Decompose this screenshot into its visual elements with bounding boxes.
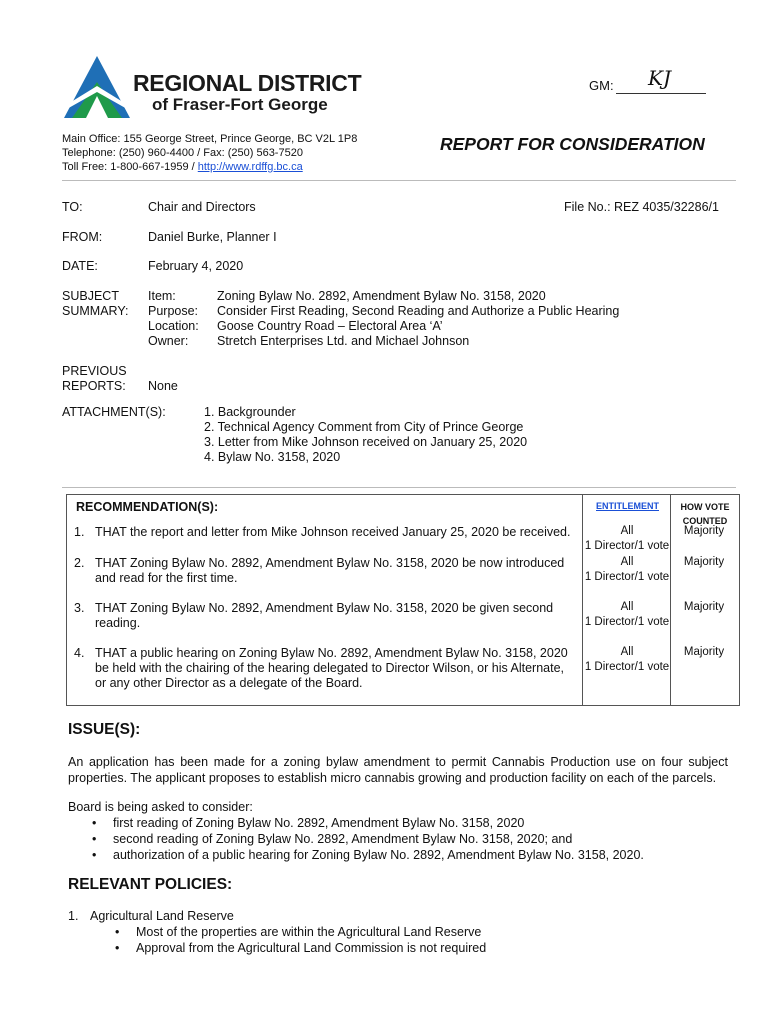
recommendation-text: THAT Zoning Bylaw No. 2892, Amendment Bylaw No. 3158, 2020 be given second reading. bbox=[95, 601, 554, 630]
column-divider bbox=[670, 494, 671, 705]
recommendations-heading: RECOMMENDATION(S): bbox=[76, 500, 219, 514]
column-divider bbox=[582, 494, 583, 705]
report-title: REPORT FOR CONSIDERATION bbox=[440, 134, 705, 154]
recommendation-item bbox=[74, 646, 574, 691]
recommendation-item bbox=[74, 525, 574, 540]
subject-key: Location: bbox=[148, 319, 199, 333]
issues-heading: ISSUE(S): bbox=[68, 721, 141, 738]
issues-paragraph: An application has been made for a zoning bylaw amendment to permit Cannabis Production use on four subject properties. The applicant proposes to establish micro cannabis growing and production facility on each of the parcels. bbox=[68, 755, 728, 785]
policy-bullet: • Approval from the Agricultural Land Commission is not required bbox=[115, 941, 487, 955]
section-divider bbox=[62, 487, 736, 488]
recommendation-item bbox=[74, 556, 574, 586]
previous-value: None bbox=[148, 379, 178, 393]
entitlement-cell: All 1 Director/1 vote bbox=[584, 646, 670, 673]
policy-item-label: Agricultural Land Reserve bbox=[90, 909, 234, 923]
gm-signature-line bbox=[616, 93, 706, 94]
bullet-icon: • bbox=[92, 816, 97, 830]
recommendation-text: THAT a public hearing on Zoning Bylaw No. 2892, Amendment Bylaw No. 3158, 2020 be held with the chairing of the hearing delegated to Director Wilson, or his Alternate, or any other Director as a delegate of the Board. bbox=[95, 646, 568, 690]
bullet-icon: • bbox=[115, 925, 120, 939]
website-link[interactable]: http://www.rdffg.bc.ca bbox=[197, 161, 303, 173]
recommendation-number: 1. bbox=[74, 525, 85, 539]
recommendation-number: 4. bbox=[74, 646, 85, 660]
subject-label-line1: SUBJECT bbox=[62, 289, 119, 303]
entitlement-heading: ENTITLEMENT bbox=[596, 501, 659, 511]
recommendation-text: THAT Zoning Bylaw No. 2892, Amendment Bylaw No. 3158, 2020 be now introduced and read for the first time. bbox=[95, 556, 565, 585]
from-label: FROM: bbox=[62, 230, 103, 244]
issue-bullet: • authorization of a public hearing for Zoning Bylaw No. 2892, Amendment Bylaw No. 3158, 2020. bbox=[92, 848, 644, 862]
header-divider bbox=[62, 180, 736, 181]
subject-value: Consider First Reading, Second Reading and Authorize a Public Hearing bbox=[217, 304, 620, 318]
to-label: TO: bbox=[62, 200, 83, 214]
to-value: Chair and Directors bbox=[148, 200, 256, 214]
recommendation-number: 2. bbox=[74, 556, 85, 570]
entitlement-cell: All 1 Director/1 vote bbox=[584, 525, 670, 552]
recommendation-item bbox=[74, 601, 574, 631]
issue-bullet: • second reading of Zoning Bylaw No. 2892, Amendment Bylaw No. 3158, 2020; and bbox=[92, 832, 573, 846]
attachment-item: 4. Bylaw No. 3158, 2020 bbox=[204, 450, 341, 464]
vote-cell: Majority bbox=[683, 525, 725, 537]
recommendation-number: 3. bbox=[74, 601, 85, 615]
org-name: REGIONAL DISTRICT bbox=[133, 70, 362, 96]
vote-cell: Majority bbox=[683, 556, 725, 568]
policies-heading: RELEVANT POLICIES: bbox=[68, 876, 233, 893]
org-subname: of Fraser-Fort George bbox=[152, 95, 328, 114]
bullet-icon: • bbox=[92, 848, 97, 862]
subject-key: Purpose: bbox=[148, 304, 199, 318]
bullet-icon: • bbox=[92, 832, 97, 846]
contact-phone: Telephone: (250) 960-4400 / Fax: (250) 563-7520 bbox=[62, 147, 303, 159]
issue-bullet: • first reading of Zoning Bylaw No. 2892, Amendment Bylaw No. 3158, 2020 bbox=[92, 816, 525, 830]
regional-district-logo bbox=[58, 56, 136, 122]
policy-bullet: • Most of the properties are within the Agricultural Land Reserve bbox=[115, 925, 482, 939]
vote-cell: Majority bbox=[683, 601, 725, 613]
from-value: Daniel Burke, Planner I bbox=[148, 230, 277, 244]
vote-heading: HOW VOTE COUNTED bbox=[680, 502, 730, 526]
entitlement-cell: All 1 Director/1 vote bbox=[584, 556, 670, 583]
policy-item-number: 1. bbox=[68, 909, 79, 923]
attachment-item: 2. Technical Agency Comment from City of Prince George bbox=[204, 420, 524, 434]
attachment-item: 1. Backgrounder bbox=[204, 405, 296, 419]
recommendation-text: THAT the report and letter from Mike Johnson received January 25, 2020 be received. bbox=[95, 525, 571, 539]
contact-block bbox=[62, 132, 357, 174]
contact-tollfree: Toll Free: 1-800-667-1959 / http://www.rdffg.bc.ca bbox=[62, 161, 303, 173]
entitlement-cell: All 1 Director/1 vote bbox=[584, 601, 670, 628]
bullet-icon: • bbox=[115, 941, 120, 955]
subject-key: Item: bbox=[148, 289, 176, 303]
previous-label-line1: PREVIOUS bbox=[62, 364, 127, 378]
subject-key: Owner: bbox=[148, 334, 189, 348]
previous-label-line2: REPORTS: bbox=[62, 379, 126, 393]
attachments-label: ATTACHMENT(S): bbox=[62, 405, 166, 419]
subject-value: Zoning Bylaw No. 2892, Amendment Bylaw No. 3158, 2020 bbox=[217, 289, 546, 303]
gm-initials: KJ bbox=[648, 66, 671, 90]
subject-value: Stretch Enterprises Ltd. and Michael Johnson bbox=[217, 334, 470, 348]
contact-address: Main Office: 155 George Street, Prince George, BC V2L 1P8 bbox=[62, 133, 358, 145]
date-label: DATE: bbox=[62, 259, 98, 273]
attachment-item: 3. Letter from Mike Johnson received on January 25, 2020 bbox=[204, 435, 528, 449]
subject-label-line2: SUMMARY: bbox=[62, 304, 129, 318]
board-intro: Board is being asked to consider: bbox=[68, 800, 253, 814]
vote-cell: Majority bbox=[683, 646, 725, 658]
subject-value: Goose Country Road – Electoral Area ‘A’ bbox=[217, 319, 443, 333]
gm-label: GM: bbox=[589, 78, 614, 93]
date-value: February 4, 2020 bbox=[148, 259, 244, 273]
file-number: File No.: REZ 4035/32286/1 bbox=[564, 200, 719, 214]
